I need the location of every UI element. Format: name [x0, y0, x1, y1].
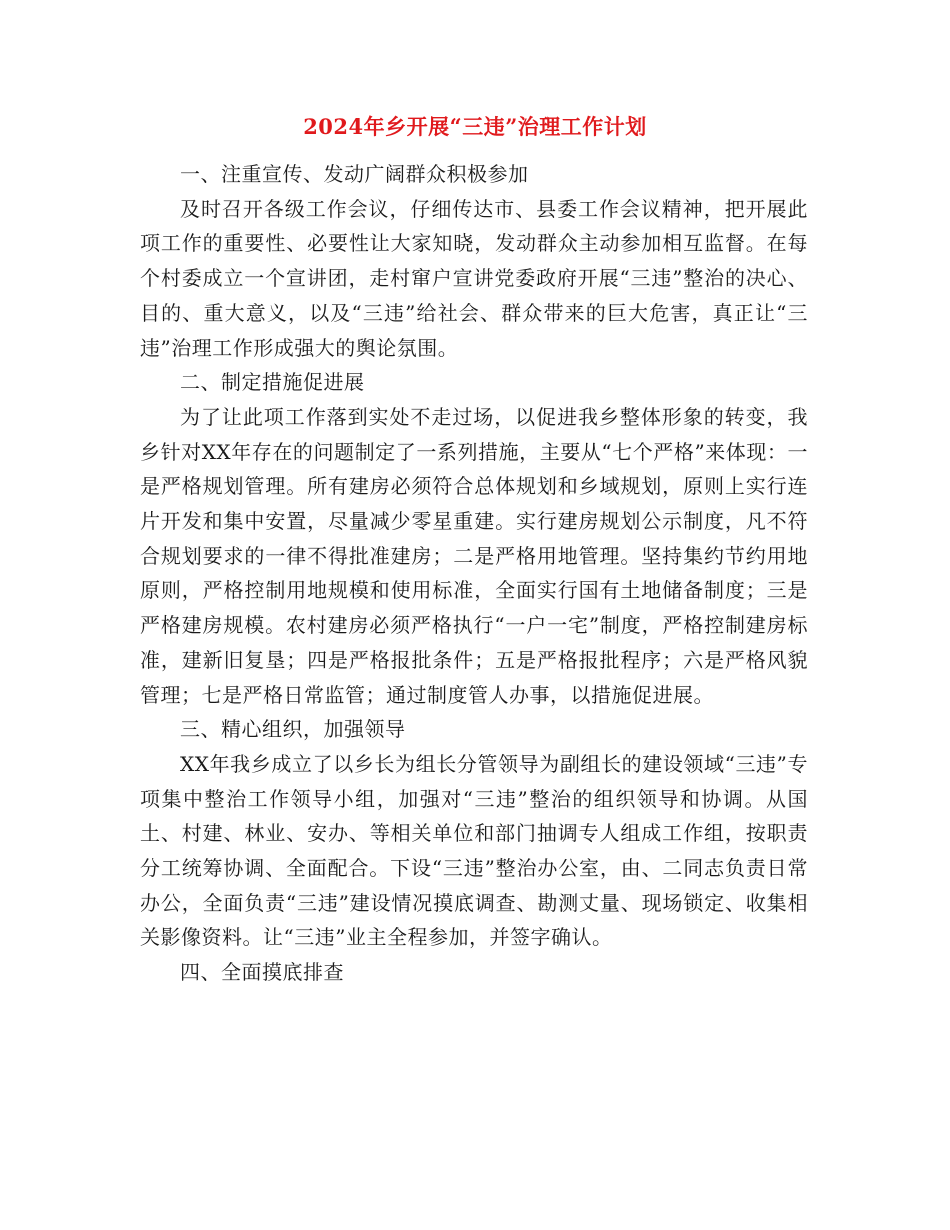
document-body [140, 157, 808, 990]
section-heading-4: 四、全面摸底排查 [180, 960, 344, 985]
section-paragraph-1: 及时召开各级工作会议，仔细传达市、县委工作会议精神，把开展此项工作的重要性、必要性让大家知晓，发动群众主动参加相互监督。在每个村委成立一个宣讲团，走村窜户宣讲党委政府开展“三违”整治的决心、目的、重大意义，以及“三违”给社会、群众带来的巨大危害，真正让“三违”治理工作形成强大的舆论氛围。 [140, 196, 808, 360]
section-heading-2: 二、制定措施促进展 [180, 370, 365, 395]
section-heading-3: 三、精心组织，加强领导 [180, 717, 406, 742]
section-heading-1: 一、注重宣传、发动广阔群众积极参加 [180, 162, 529, 186]
document-title: 2024年乡开展“三违”治理工作计划 [303, 114, 647, 139]
section-paragraph-3: XX年我乡成立了以乡长为组长分管领导为副组长的建设领域“三违”专项集中整治工作领导小组，加强对“三违”整治的组织领导和协调。从国土、村建、林业、安办、等相关单位和部门抽调专人组成工作组，按职责分工统筹协调、全面配合。下设“三违”整治办公室，由、二同志负责日常办公，全面负责“三违”建设情况摸底调查、勘测丈量、现场锁定、收集相关影像资料。让“三违”业主全程参加，并签字确认。 [140, 751, 808, 950]
section-paragraph-2: 为了让此项工作落到实处不走过场，以促进我乡整体形象的转变，我乡针对XX年存在的问题制定了一系列措施，主要从“七个严格”来体现：一是严格规划管理。所有建房必须符合总体规划和乡域规划，原则上实行连片开发和集中安置，尽量减少零星重建。实行建房规划公示制度，凡不符合规划要求的一律不得批准建房；二是严格用地管理。坚持集约节约用地原则，严格控制用地规模和使用标准，全面实行国有土地储备制度；三是严格建房规模。农村建房必须严格执行“一户一宅”制度，严格控制建房标准，建新旧复垦；四是严格报批条件；五是严格报批程序；六是严格风貌管理；七是严格日常监管；通过制度管人办事，以措施促进展。 [140, 404, 808, 707]
